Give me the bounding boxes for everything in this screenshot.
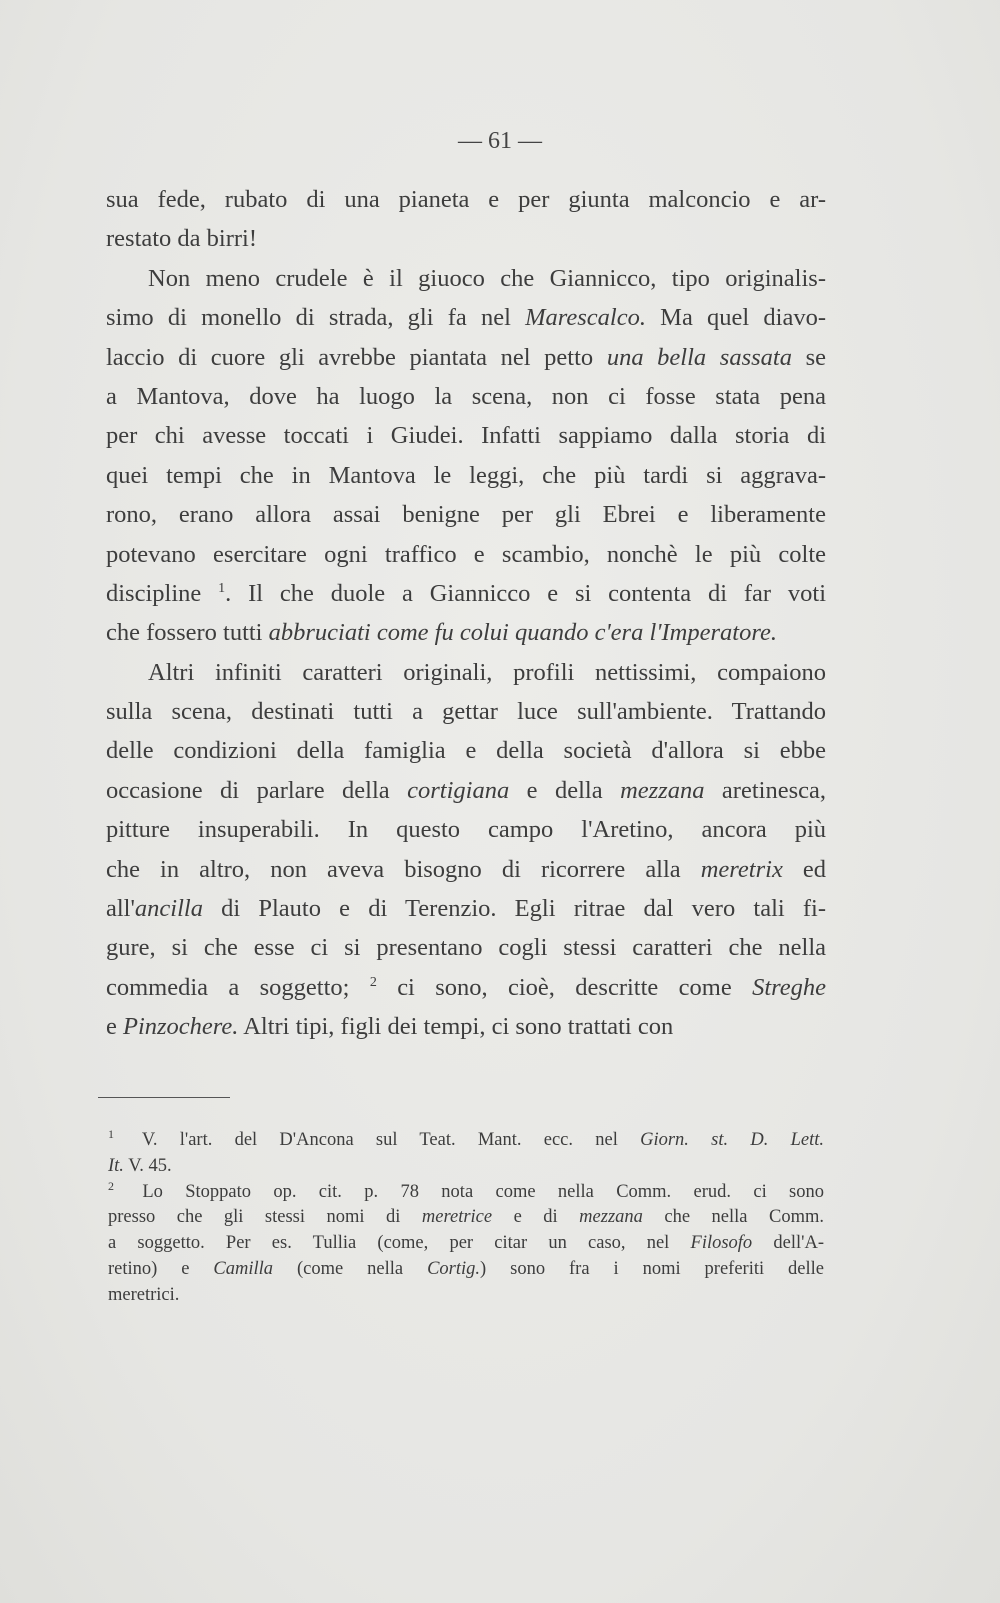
footnotes [108, 1128, 824, 1309]
body-line: per chi avesse toccati i Giudei. Infatti sappiamo dalla storia di [106, 422, 826, 450]
body-line: occasione di parlare della cortigiana e della mezzana aretinesca, [106, 776, 826, 804]
body-line: che in altro, non aveva bisogno di ricorrere alla meretrix ed [106, 855, 827, 883]
body-text [106, 180, 826, 1047]
body-line: delle condizioni della famiglia e della società d'allora si ebbe [106, 737, 826, 765]
body-line: rono, erano allora assai benigne per gli Ebrei e liberamente [106, 501, 826, 529]
body-line: Non meno crudele è il giuoco che Giannicco, tipo originalis- [148, 264, 826, 292]
footnote-line: meretrici. [108, 1284, 180, 1305]
body-line: commedia a soggetto; $^2$ ci sono, cioè, descritte come Streghe [106, 973, 826, 1001]
body-line: discipline $^1$. Il che duole a Giannicco e si contenta di far voti [106, 579, 827, 607]
body-line: a Mantova, dove ha luogo la scena, non ci fosse stata pena [106, 382, 826, 410]
page-number: — 61 — [458, 128, 542, 154]
body-line: all'ancilla di Plauto e di Terenzio. Egli ritrae dal vero tali fi- [106, 895, 826, 923]
body-line: che fossero tutti abbruciati come fu colui quando c'era l'Imperatore. [106, 619, 777, 647]
footnote-line: It. V. 45. [108, 1155, 172, 1176]
body-line: potevano esercitare ogni traffico e scambio, nonchè le più colte [106, 540, 826, 568]
footnote-line: presso che gli stessi nomi di meretrice e di mezzana che nella Comm. [108, 1207, 824, 1228]
body-line: pitture insuperabili. In questo campo l'Aretino, ancora più [106, 816, 826, 844]
body-line: e Pinzochere. Altri tipi, figli dei tempi, ci sono trattati con [106, 1013, 674, 1041]
body-line: gure, si che esse ci si presentano cogli stessi caratteri che nella [106, 934, 826, 962]
footnote-line: $^2$ Lo Stoppato op. cit. p. 78 nota come nella Comm. erud. ci sono [108, 1178, 824, 1202]
body-line: simo di monello di strada, gli fa nel Marescalco. Ma quel diavo- [106, 304, 826, 332]
footnote-separator [98, 1097, 230, 1098]
footnote-line: a soggetto. Per es. Tullia (come, per citar un caso, nel Filosofo dell'A- [108, 1233, 824, 1254]
body-line: laccio di cuore gli avrebbe piantata nel petto una bella sassata se [106, 343, 827, 371]
footnote-line: $^1$ V. l'art. del D'Ancona sul Teat. Mant. ecc. nel Giorn. st. D. Lett. [108, 1127, 824, 1150]
body-line: sulla scena, destinati tutti a gettar luce sull'ambiente. Trattando [106, 698, 826, 726]
body-line: quei tempi che in Mantova le leggi, che più tardi si aggrava- [106, 461, 826, 489]
body-line: sua fede, rubato di una pianeta e per giunta malconcio e ar- [106, 186, 826, 213]
body-line: restato da birri! [106, 225, 258, 253]
footnote-line: retino) e Camilla (come nella Cortig.) sono fra i nomi preferiti delle [108, 1258, 825, 1279]
body-line: Altri infiniti caratteri originali, profili nettissimi, compaiono [148, 658, 826, 686]
